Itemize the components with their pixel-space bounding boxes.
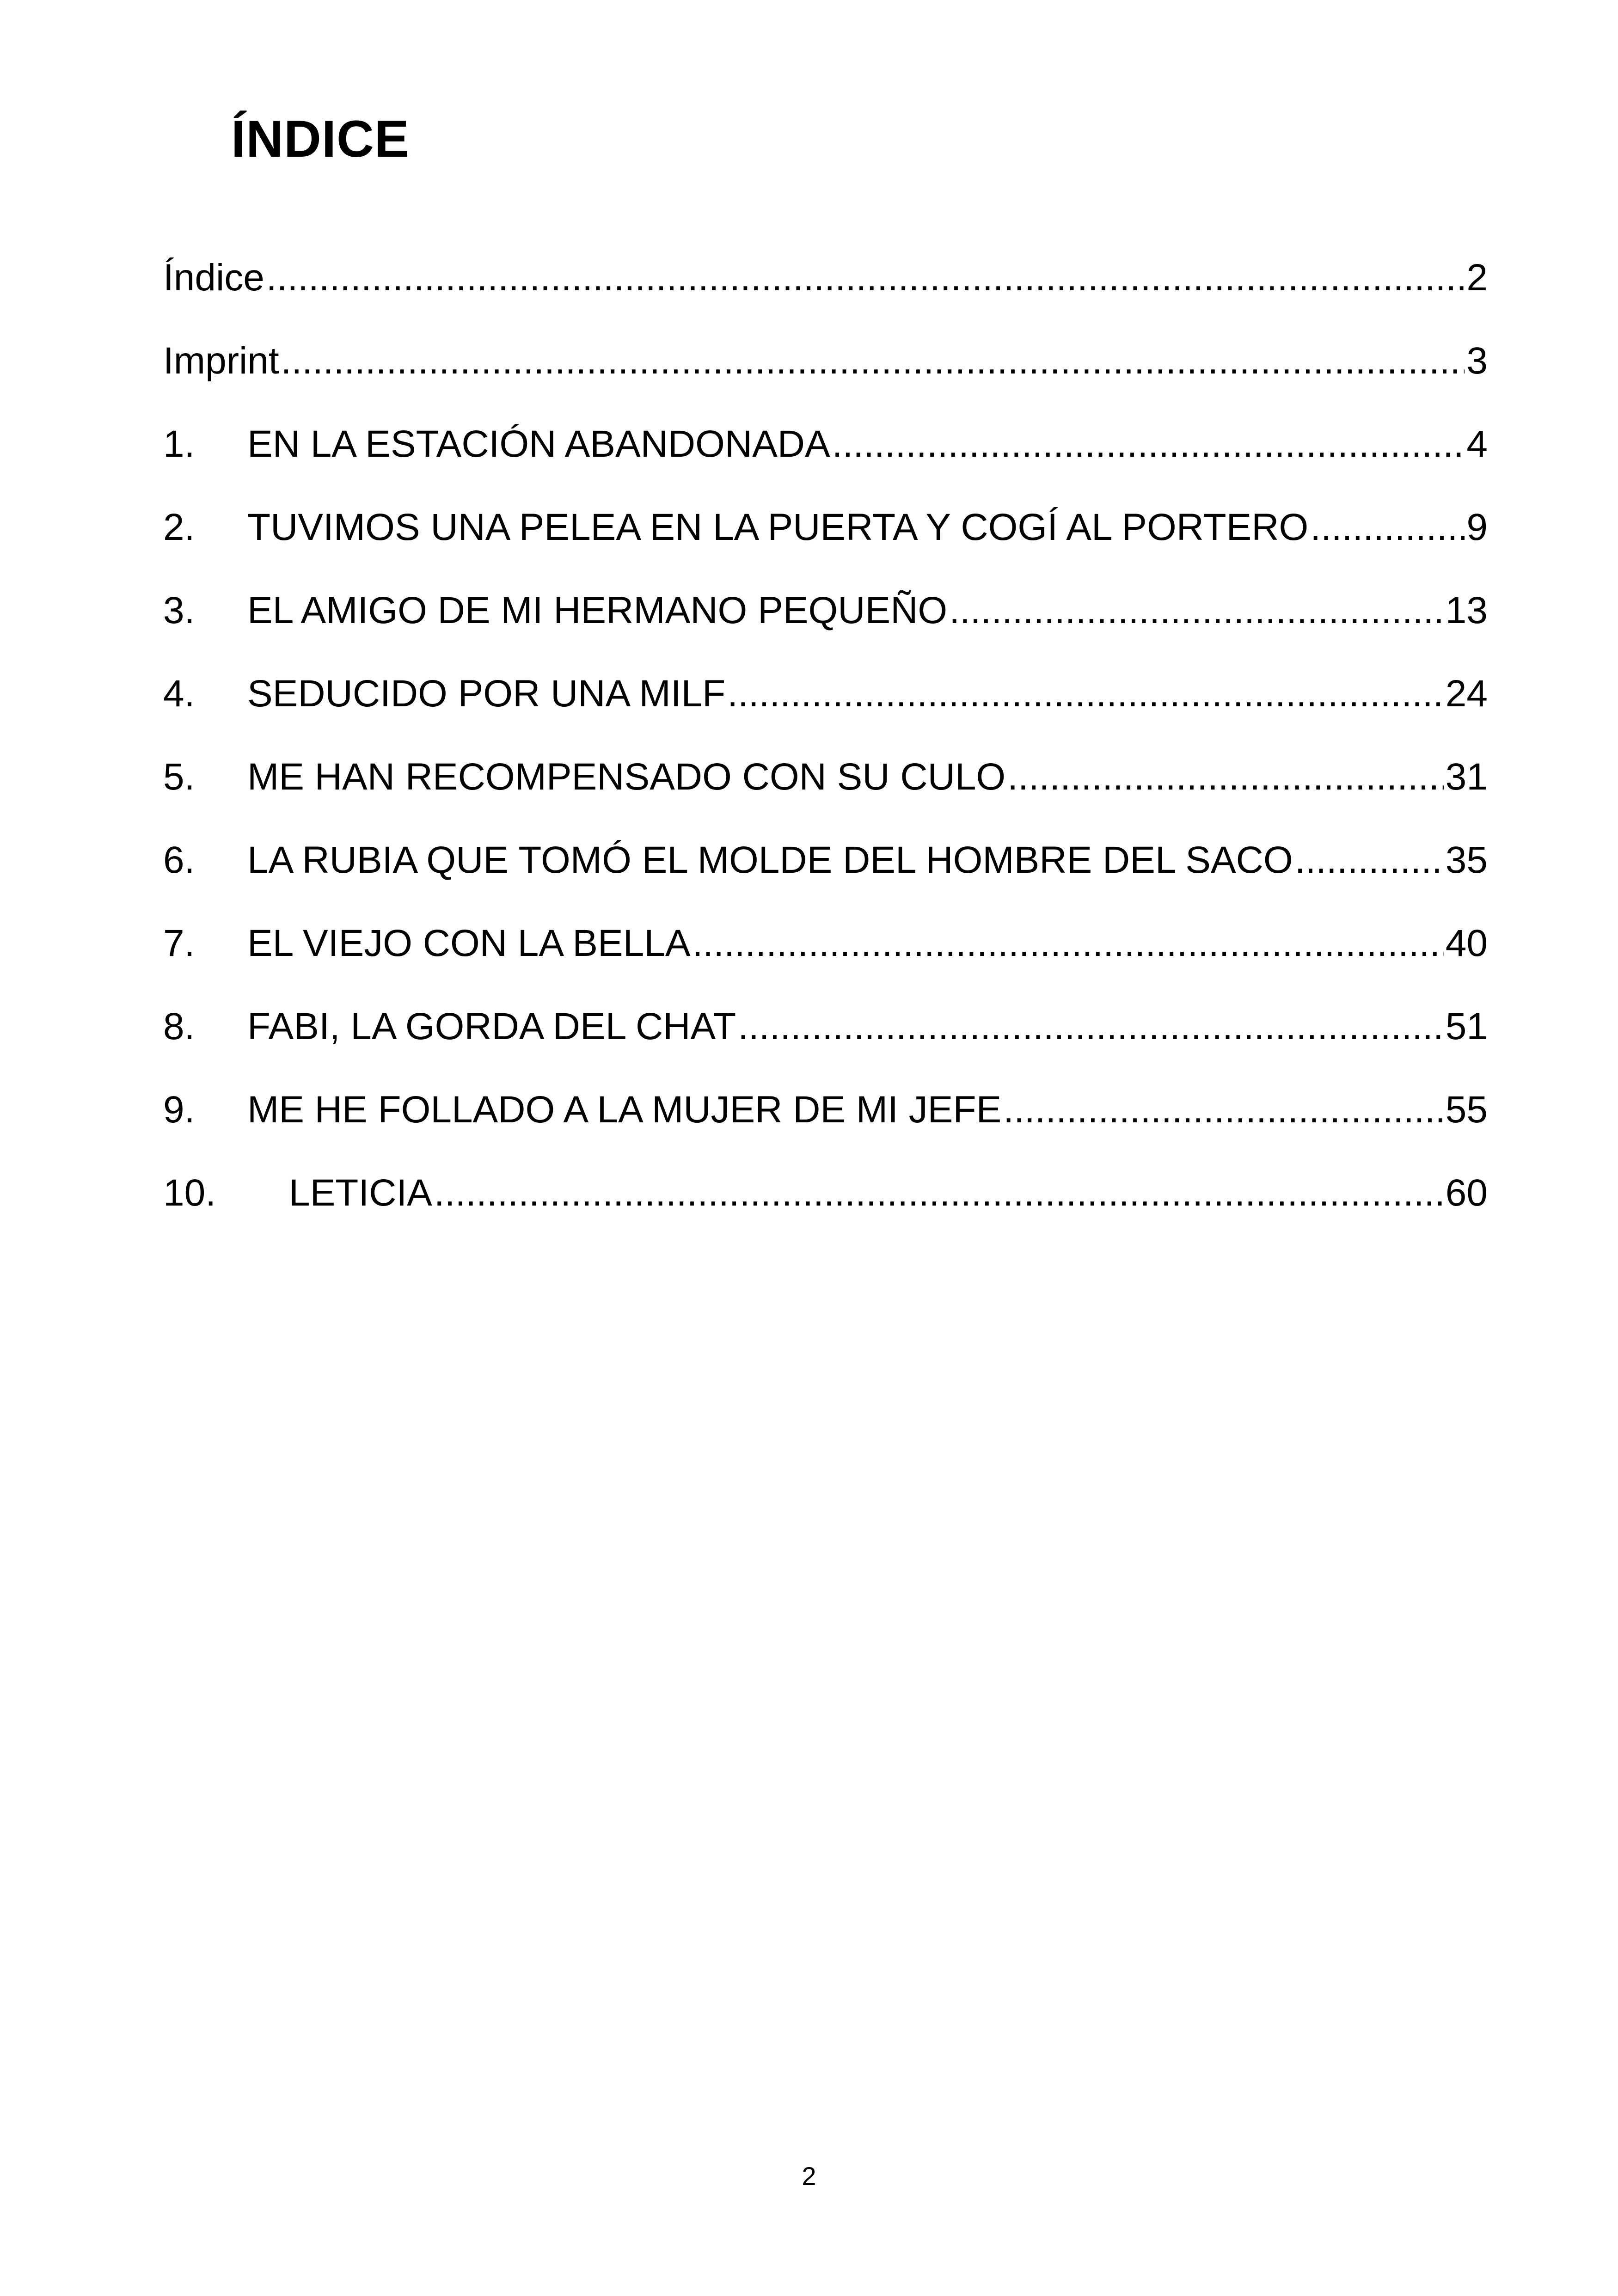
toc-dot-leader xyxy=(832,425,1465,463)
toc-entry-title: LA RUBIA QUE TOMÓ EL MOLDE DEL HOMBRE DEL SACO xyxy=(247,839,1293,881)
toc-entry-title: EL AMIGO DE MI HERMANO PEQUEÑO xyxy=(247,589,948,631)
toc-entry[interactable] xyxy=(163,675,1488,758)
page-number: 2 xyxy=(802,2161,816,2191)
toc-entry[interactable] xyxy=(163,1005,1488,1091)
toc-entry[interactable] xyxy=(163,425,1488,508)
toc-dot-leader xyxy=(727,675,1444,713)
toc-dot-leader xyxy=(266,259,1465,297)
toc-entry-title: TUVIMOS UNA PELEA EN LA PUERTA Y COGÍ AL PORTERO xyxy=(247,506,1309,548)
toc-entry-number: 6. xyxy=(163,839,195,881)
toc-entry-page: 4 xyxy=(1466,423,1488,465)
toc-entry-number: 8. xyxy=(163,1005,195,1047)
toc-entry-number: 5. xyxy=(163,756,195,798)
toc-entry[interactable] xyxy=(163,841,1488,925)
table-of-contents xyxy=(163,259,1488,1257)
toc-entry-page: 40 xyxy=(1445,922,1488,964)
toc-dot-leader xyxy=(949,592,1444,630)
toc-entry-page: 3 xyxy=(1466,340,1488,382)
toc-entry-page: 35 xyxy=(1445,839,1488,881)
toc-entry-page: 51 xyxy=(1445,1005,1488,1047)
toc-entry-title: LETICIA xyxy=(289,1172,432,1214)
toc-entry-number: 1. xyxy=(163,423,195,465)
toc-entry-page: 55 xyxy=(1445,1089,1488,1131)
toc-entry-title: EN LA ESTACIÓN ABANDONADA xyxy=(247,423,830,465)
toc-dot-leader xyxy=(738,1008,1444,1046)
toc-entry-title: EL VIEJO CON LA BELLA xyxy=(247,922,691,964)
toc-dot-leader xyxy=(1295,841,1444,879)
toc-entry-title: FABI, LA GORDA DEL CHAT xyxy=(247,1005,736,1047)
toc-entry-title: ME HAN RECOMPENSADO CON SU CULO xyxy=(247,756,1006,798)
toc-entry-number: 7. xyxy=(163,922,195,964)
toc-dot-leader xyxy=(693,925,1444,962)
toc-entry-page: 2 xyxy=(1466,257,1488,299)
toc-entry-page: 13 xyxy=(1445,589,1488,631)
toc-entry-number: 3. xyxy=(163,589,195,631)
toc-entry[interactable] xyxy=(163,1174,1488,1257)
toc-entry-number: 9. xyxy=(163,1089,195,1131)
toc-entry-page: 24 xyxy=(1445,673,1488,715)
toc-entry[interactable] xyxy=(163,758,1488,841)
toc-entry-title: SEDUCIDO POR UNA MILF xyxy=(247,673,726,715)
toc-entry[interactable] xyxy=(163,342,1488,425)
toc-dot-leader xyxy=(434,1174,1444,1212)
toc-entry[interactable] xyxy=(163,259,1488,342)
toc-entry-number: 10. xyxy=(163,1172,216,1214)
toc-entry[interactable] xyxy=(163,922,1488,1008)
toc-dot-leader xyxy=(1310,508,1465,546)
toc-entry-title: ME HE FOLLADO A LA MUJER DE MI JEFE xyxy=(247,1089,1002,1131)
toc-entry[interactable] xyxy=(163,508,1488,592)
toc-entry-number: 4. xyxy=(163,673,195,715)
toc-entry-page: 9 xyxy=(1466,506,1488,548)
toc-entry[interactable] xyxy=(163,1091,1488,1174)
toc-dot-leader xyxy=(1003,1091,1444,1129)
page-title: ÍNDICE xyxy=(231,110,410,168)
toc-entry-page: 60 xyxy=(1445,1172,1488,1214)
toc-entry[interactable] xyxy=(163,589,1488,675)
toc-entry-title: Imprint xyxy=(163,340,279,382)
toc-dot-leader xyxy=(1007,758,1444,796)
toc-entry-number: 2. xyxy=(163,506,195,548)
toc-dot-leader xyxy=(281,342,1465,380)
toc-entry-page: 31 xyxy=(1445,756,1488,798)
toc-entry-title: Índice xyxy=(163,257,264,299)
